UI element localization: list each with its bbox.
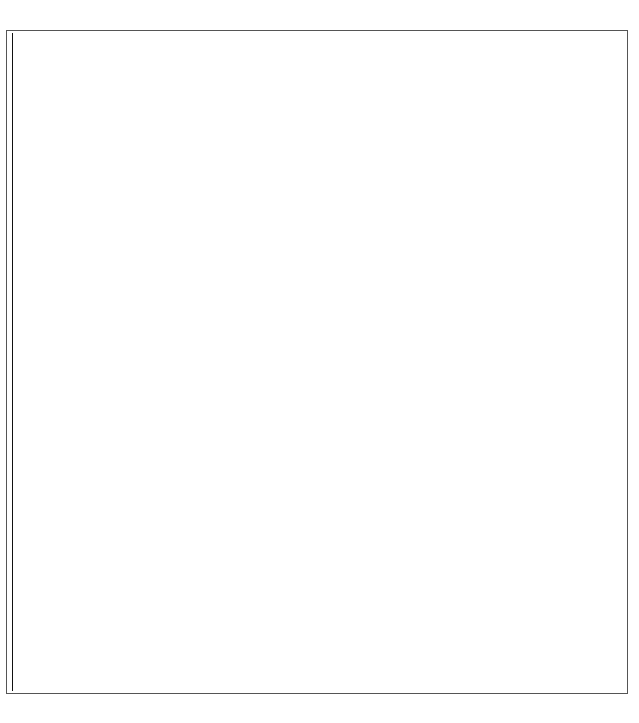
tree-root-line: [12, 33, 13, 691]
directory-tree-frame: [6, 30, 628, 694]
